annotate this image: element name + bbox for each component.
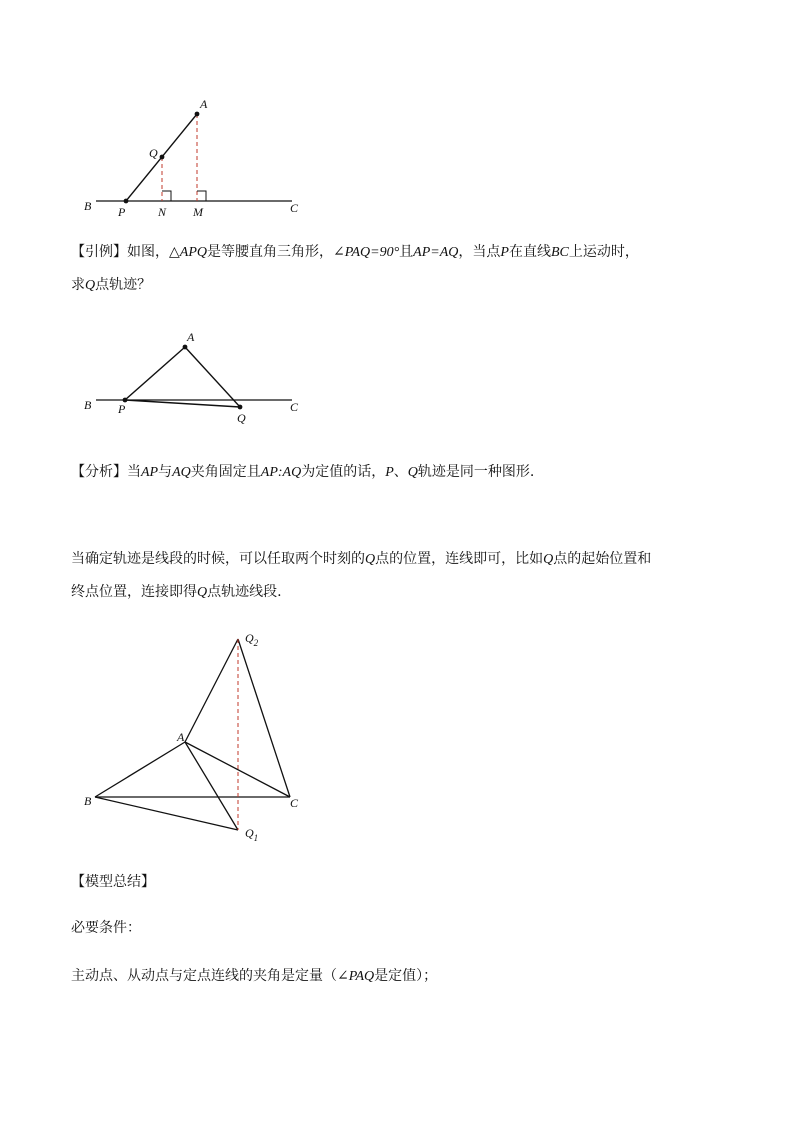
point-a xyxy=(195,112,200,117)
label-q2: $Q_2$ xyxy=(245,631,259,648)
summary-condition-1: 主动点、从动点与定点连线的夹角是定量（∠PAQ是定值）； xyxy=(71,968,438,984)
label-b: B xyxy=(84,794,92,808)
segment-pq xyxy=(125,400,240,407)
label-c: C xyxy=(290,400,299,414)
label-a: A xyxy=(200,97,208,111)
point-a xyxy=(183,345,188,350)
label-q1: $Q_1$ xyxy=(245,826,259,843)
segment-ba xyxy=(95,742,185,797)
point-q xyxy=(160,155,165,160)
point-q xyxy=(238,405,243,410)
label-b: B xyxy=(84,199,92,213)
example-line-2: 求Q点轨迹？ xyxy=(71,277,152,293)
segment-paragraph xyxy=(71,543,731,609)
figure-q-trajectory xyxy=(70,625,340,850)
figure-isosceles-right-triangle xyxy=(60,320,320,430)
label-c: C xyxy=(290,201,299,215)
label-n: N xyxy=(158,205,167,219)
label-q: Q xyxy=(149,146,158,160)
segment-aq2 xyxy=(185,639,238,742)
analysis-paragraph: 【分析】当AP与AQ夹角固定且AP:AQ为定值的话，P、Q轨迹是同一种图形. xyxy=(71,464,535,480)
label-p: P xyxy=(118,402,126,416)
example-line-1: 【引例】如图，△APQ是等腰直角三角形，∠PAQ=90°且AP=AQ，当点P在直线BC上运动时， xyxy=(71,244,639,260)
segment-line-2: 终点位置，连接即得Q点轨迹线段. xyxy=(71,584,282,600)
label-c: C xyxy=(290,796,299,810)
label-a: A xyxy=(187,330,195,344)
point-p xyxy=(124,199,129,204)
right-angle-n xyxy=(162,191,171,201)
summary-heading: 【模型总结】 xyxy=(71,874,155,890)
example-paragraph xyxy=(71,236,731,302)
label-p: P xyxy=(118,205,126,219)
label-q: Q xyxy=(237,411,246,425)
segment-pa xyxy=(125,347,185,400)
summary-condition-label: 必要条件： xyxy=(71,920,141,936)
segment-line-1: 当确定轨迹是线段的时候，可以任取两个时刻的Q点的位置，连线即可，比如Q点的起始位置和 xyxy=(71,551,652,567)
segment-bq1 xyxy=(95,797,238,830)
label-b: B xyxy=(84,398,92,412)
figure-perpendicular-construction xyxy=(60,90,320,225)
analysis-bracket: 【分析】 xyxy=(71,464,127,480)
label-m: M xyxy=(193,205,203,219)
label-a: A xyxy=(177,730,185,744)
example-bracket: 【引例】 xyxy=(71,244,127,260)
segment-aq xyxy=(185,347,240,407)
right-angle-m xyxy=(197,191,206,201)
